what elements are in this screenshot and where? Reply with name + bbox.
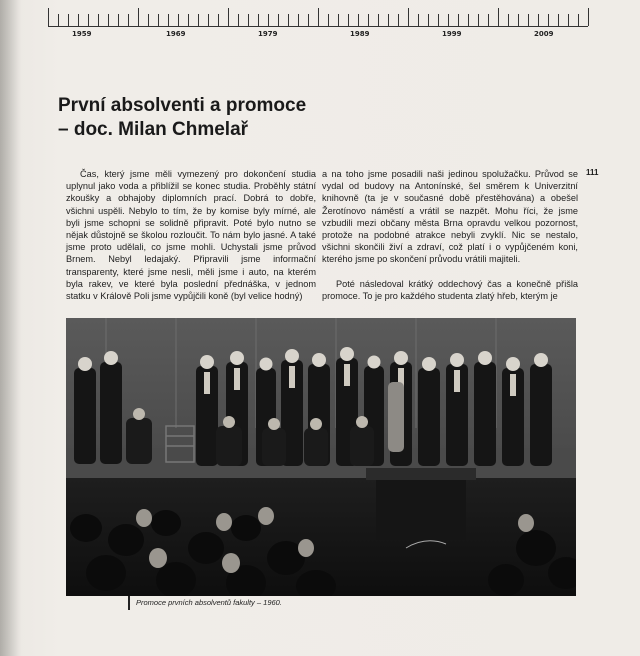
graduation-photo-image [66,318,576,596]
timeline-tick [408,8,409,26]
timeline-tick [108,14,109,26]
timeline-tick [328,14,329,26]
timeline-tick [528,14,529,26]
timeline-tick [208,14,209,26]
caption-marker [128,596,130,610]
timeline [48,0,588,50]
timeline-tick [338,14,339,26]
timeline-tick [78,14,79,26]
timeline-tick [588,8,589,26]
timeline-tick [578,14,579,26]
timeline-year: 1959 [72,30,92,38]
timeline-tick [508,14,509,26]
timeline-tick [468,14,469,26]
timeline-tick [58,14,59,26]
timeline-year: 1979 [258,30,278,38]
timeline-tick [128,14,129,26]
timeline-tick [98,14,99,26]
timeline-tick [158,14,159,26]
timeline-tick [298,14,299,26]
page-number: 111 [586,168,599,177]
text-column-left [66,168,316,302]
timeline-tick [68,14,69,26]
timeline-tick [148,14,149,26]
gutter-shadow [0,0,22,656]
timeline-tick [518,14,519,26]
timeline-tick [418,14,419,26]
timeline-tick [238,14,239,26]
timeline-tick [488,14,489,26]
timeline-tick [268,14,269,26]
timeline-tick [478,14,479,26]
timeline-tick [288,14,289,26]
timeline-tick [348,14,349,26]
article-title [58,94,378,142]
timeline-tick [228,8,229,26]
title-line-1: První absolventi a promoce [58,95,307,116]
timeline-tick [318,8,319,26]
timeline-tick [538,14,539,26]
timeline-tick [188,14,189,26]
timeline-year: 2009 [534,30,554,38]
timeline-tick [118,14,119,26]
timeline-tick [388,14,389,26]
timeline-tick [278,14,279,26]
timeline-tick [568,14,569,26]
timeline-year: 1989 [350,30,370,38]
graduation-photo [66,318,576,596]
timeline-tick [368,14,369,26]
timeline-baseline [48,26,588,27]
timeline-tick [428,14,429,26]
timeline-year: 1999 [442,30,462,38]
timeline-tick [308,14,309,26]
text-column-right [322,168,578,302]
timeline-tick [378,14,379,26]
timeline-tick [498,8,499,26]
timeline-tick [198,14,199,26]
timeline-tick [548,14,549,26]
paragraph: Poté následoval krátký oddechový čas a konečně přišla promoce. To je pro každého studenta zlatý hřeb, kterým je [322,278,578,301]
timeline-tick [558,14,559,26]
timeline-tick [398,14,399,26]
timeline-year: 1969 [166,30,186,38]
timeline-tick [168,14,169,26]
timeline-tick [248,14,249,26]
timeline-tick [88,14,89,26]
timeline-tick [258,14,259,26]
timeline-tick [48,8,49,26]
timeline-tick [178,14,179,26]
timeline-tick [448,14,449,26]
paragraph: Čas, který jsme měli vymezený pro dokončení studia uplynul jako voda a přiblížil se konec studia. Proběhly státní zkoušky a obhajoby diplomních prací. Dobrá to dobře, všichni uspěli. Nebylo to tím, že by komise byly mírné, ale byli jsme schopni se solidně připravit. Poté bylo nutno se nějak důstojně se školou rozloučit. To nám bylo jasné. A také jsme proto udělali, co jsme mohli. Uchystali jsme průvod Brnem. Nebyl ledajaký. Připravili jsme informační transparenty, které jsme nesli, měli jsme i auto, na kterém byla rakev, ve které byla poslední přednáška, v jednom statku v Králově Poli jsme vypůjčili koně (byl velice hodný) [66,169,316,302]
photo-caption: Promoce prvních absolventů fakulty – 1960. [136,598,282,607]
timeline-tick [438,14,439,26]
timeline-tick [458,14,459,26]
title-line-2: – doc. Milan Chmelař [58,119,249,140]
paragraph: a na toho jsme posadili naši jedinou spolužačku. Průvod se vydal od budovy na Antonínské, šel směrem k Univerzitní knihovně (ta je v současné době přestěhována) a obešel Žerotínovo náměstí a vrátil se nazpět. Mohu říci, že jsme vzbudili mezi občany města Brna opravdu velkou pozornost, protože na podobné atrakce nebyli zvyklí. Nic se nestalo, všichni skončili živí a zdraví, což platí i o vypůjčeném koni, kterého jsme po skončení průvodu vrátili majiteli. [322,169,578,265]
timeline-tick [138,8,139,26]
timeline-tick [218,14,219,26]
timeline-tick [358,14,359,26]
